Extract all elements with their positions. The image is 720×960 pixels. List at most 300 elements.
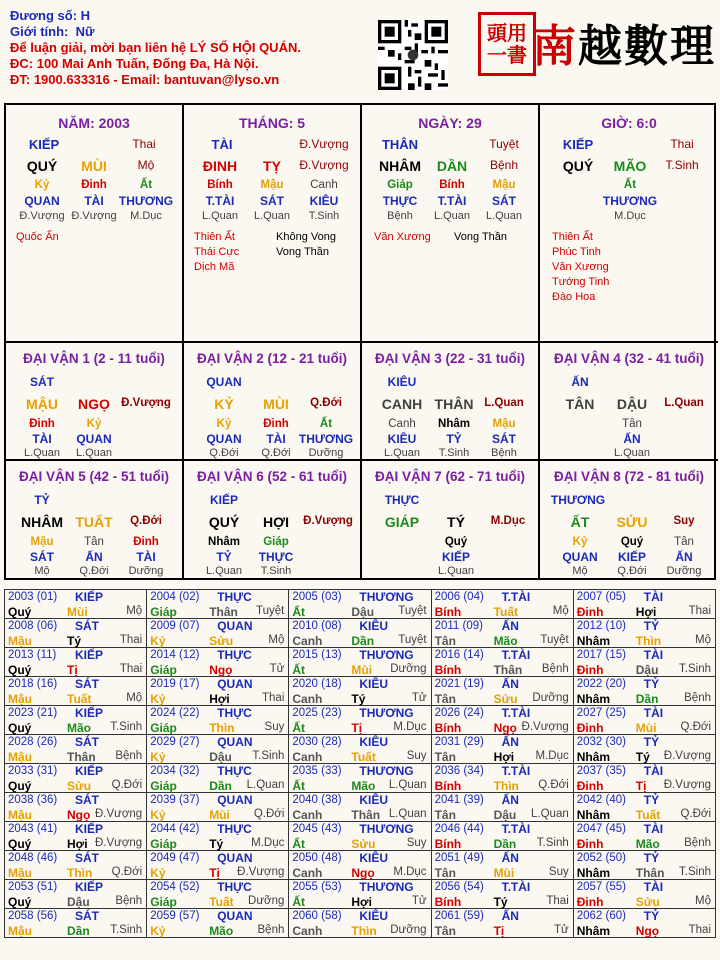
dai-van-god: TỶ [34, 493, 50, 507]
annual-god: TÀI [643, 880, 664, 894]
hidden-stem: Ất [623, 179, 637, 191]
annual-year: 2061 (59) [434, 910, 484, 922]
hidden-god: TÀI [32, 432, 52, 446]
annual-year: 2003 (01) [8, 591, 58, 603]
annual-status: Tuyệt [256, 605, 285, 617]
dai-van-can: GIÁP [384, 514, 420, 530]
hidden-stem: Đinh [263, 418, 289, 430]
annual-year: 2060 (58) [292, 910, 342, 922]
annual-chi: Sửu [67, 779, 92, 793]
annual-status: Đ.Vượng [663, 779, 711, 791]
annual-row [5, 793, 716, 822]
star: Đào Hoa [552, 291, 596, 303]
annual-cell [431, 590, 573, 619]
annual-status: M.Dục [393, 866, 427, 878]
hidden-stem: Đinh [81, 179, 107, 191]
annual-cell [289, 880, 431, 909]
annual-status: Suy [406, 750, 427, 762]
annual-chi: Tuất [635, 808, 661, 822]
hidden-god: ẤN [85, 550, 103, 564]
contact-line: Để luận giải, mời bạn liên hệ LÝ SỐ HỘI QUÁN. [10, 40, 301, 55]
annual-chi: Mùi [351, 663, 373, 677]
annual-cell [289, 706, 431, 735]
dai-van-8 [540, 461, 718, 579]
annual-god: KIÊU [359, 851, 389, 865]
annual-status: Suy [264, 721, 285, 733]
annual-cell [5, 822, 147, 851]
annual-year: 2045 (43) [292, 823, 342, 835]
hidden-stem: Ất [139, 179, 153, 191]
annual-god: ẤN [501, 851, 519, 865]
annual-status: L.Quan [246, 779, 285, 791]
star: Thiên Ất [194, 231, 235, 243]
annual-god: TỶ [643, 851, 660, 865]
annual-cell [147, 706, 289, 735]
annual-god: T.TÀI [501, 764, 531, 778]
annual-status: Q.Đới [111, 779, 143, 791]
annual-cell [573, 677, 715, 706]
annual-chi: Tị [635, 779, 647, 793]
dai-van-title: ĐẠI VẬN 5 (42 - 51 tuổi) [18, 469, 170, 484]
annual-chi: Tuất [351, 750, 376, 764]
annual-cell [5, 909, 147, 938]
annual-cell-inner [574, 880, 715, 908]
annual-cell [573, 851, 715, 880]
status: L.Quan [383, 447, 421, 459]
duong-so: Đương số: H [10, 8, 91, 23]
annual-can: Nhâm [576, 692, 611, 706]
annual-chi: Tuất [493, 605, 519, 619]
hidden-god: THỰC [258, 550, 294, 564]
annual-god: ẤN [501, 735, 519, 749]
annual-god: ẤN [501, 793, 519, 807]
annual-god: THƯƠNG [359, 822, 414, 836]
annual-can: Canh [292, 808, 323, 822]
annual-year: 2043 (41) [8, 823, 58, 835]
annual-cell-inner [5, 909, 146, 937]
annual-year: 2031 (29) [434, 736, 484, 748]
star: Văn Xương [374, 231, 431, 243]
annual-status: Bệnh [257, 924, 285, 936]
annual-cell [147, 851, 289, 880]
dai-van-title: ĐẠI VẬN 8 (72 - 81 tuổi) [553, 469, 705, 484]
dai-van-chi: THÂN [434, 396, 474, 412]
dai-van-4 [540, 343, 718, 461]
annual-chi: Thìn [67, 866, 93, 880]
annual-cell [5, 590, 147, 619]
annual-cell [573, 822, 715, 851]
star: Quốc Ấn [16, 231, 59, 243]
dai-van-god: ẤN [571, 375, 589, 389]
can: NHÂM [379, 158, 421, 174]
annual-cell-inner [147, 822, 288, 850]
annual-cell [573, 706, 715, 735]
annual-cell-inner [432, 590, 573, 618]
annual-god: SÁT [75, 851, 99, 865]
status: Bệnh [491, 447, 517, 459]
dai-van-can: NHÂM [21, 514, 63, 530]
annual-cell [289, 764, 431, 793]
annual-cell-inner [5, 764, 146, 792]
hidden-god: T.TÀI [437, 194, 467, 208]
annual-year: 2014 (12) [150, 649, 200, 661]
annual-year: 2022 (20) [576, 678, 626, 690]
annual-can: Quý [8, 663, 32, 677]
dai-van-3 [362, 343, 540, 461]
annual-chi: Mão [209, 924, 234, 938]
hidden-stem: Mậu [492, 179, 516, 191]
annual-can: Canh [292, 634, 323, 648]
annual-god: TÀI [643, 706, 664, 720]
annual-year: 2036 (34) [434, 765, 484, 777]
annual-cell [5, 735, 147, 764]
annual-status: Bệnh [115, 895, 143, 907]
annual-status: T.Sinh [252, 750, 285, 762]
annual-year: 2059 (57) [150, 910, 200, 922]
gioi-tinh-value: Nữ [75, 24, 95, 39]
annual-status: Tử [411, 895, 427, 907]
dai-van-chi: SỬU [616, 514, 648, 530]
status: Mộ [572, 565, 588, 577]
hidden-god: THỰC [382, 194, 418, 208]
annual-god: KIÊU [359, 735, 389, 749]
status: L.Quan [485, 210, 523, 222]
annual-status: Đ.Vượng [521, 721, 569, 733]
annual-chi: Hợi [635, 605, 657, 619]
dai-van-title: ĐẠI VẬN 7 (62 - 71 tuổi) [374, 469, 526, 484]
annual-god: SÁT [75, 619, 99, 633]
annual-row [5, 764, 716, 793]
hidden-stem: Giáp [263, 536, 289, 548]
annual-status: Dưỡng [390, 663, 427, 675]
annual-year: 2055 (53) [292, 881, 342, 893]
annual-year: 2054 (52) [150, 881, 200, 893]
annual-status: Đ.Vượng [94, 837, 143, 849]
annual-year: 2057 (55) [576, 881, 626, 893]
annual-year: 2015 (13) [292, 649, 342, 661]
annual-chi: Tuất [67, 692, 92, 706]
annual-year: 2029 (27) [150, 736, 200, 748]
thap-than: THÂN [381, 137, 419, 152]
dai-van-can: TÂN [565, 396, 595, 412]
annual-can: Đinh [576, 779, 604, 793]
annual-cell-inner [147, 909, 288, 937]
status: Bệnh [387, 210, 413, 222]
hidden-god: TÀI [84, 194, 104, 208]
status: Đ.Vượng [19, 210, 65, 222]
annual-god: QUAN [217, 735, 253, 749]
hidden-stem: Quý [444, 536, 468, 548]
annual-cell [147, 648, 289, 677]
status: Q.Đới [617, 565, 647, 577]
annual-chi: Tị [67, 663, 78, 677]
annual-god: TỶ [643, 793, 660, 807]
annual-year: 2040 (38) [292, 794, 342, 806]
annual-status: Mộ [268, 634, 285, 646]
annual-god: THƯƠNG [359, 648, 414, 662]
hidden-stem: Canh [388, 418, 416, 430]
annual-can: Mậu [8, 692, 32, 706]
annual-chi: Tý [351, 692, 366, 706]
annual-status: L.Quan [388, 779, 427, 791]
annual-cell [431, 880, 573, 909]
annual-year: 2053 (51) [8, 881, 58, 893]
annual-year: 2047 (45) [576, 823, 626, 835]
annual-cell [573, 909, 715, 938]
dai-van-chi: TUẤT [75, 514, 113, 530]
dai-van-chi-right: Suy [673, 515, 695, 527]
annual-cell [147, 590, 289, 619]
annual-god: THỰC [217, 880, 252, 894]
annual-cell [147, 677, 289, 706]
annual-year: 2009 (07) [150, 620, 200, 632]
annual-status: Suy [548, 866, 569, 878]
hidden-god: T.TÀI [205, 194, 235, 208]
annual-can: Mậu [8, 924, 32, 938]
annual-cell-inner [5, 648, 146, 676]
annual-chi: Mùi [67, 605, 88, 619]
status: L.Quan [205, 565, 243, 577]
annual-chi: Dần [493, 837, 517, 851]
annual-status: Q.Đới [253, 808, 285, 820]
gioi-tinh-label: Giới tính: [10, 24, 69, 39]
annual-god: ẤN [501, 619, 519, 633]
annual-god: KIÊU [359, 677, 389, 691]
annual-cell-inner [147, 648, 288, 676]
annual-chi: Ngọ [351, 866, 375, 880]
annual-row [5, 909, 716, 938]
hidden-stem: Nhâm [438, 418, 470, 430]
qr-code-icon [378, 20, 448, 90]
annual-can: Giáp [150, 721, 177, 735]
annual-status: Thai [546, 895, 569, 907]
annual-god: QUAN [217, 619, 253, 633]
annual-chi: Sửu [493, 692, 518, 706]
annual-year: 2017 (15) [576, 649, 626, 661]
status: M.Dục [130, 210, 162, 222]
annual-cell [573, 880, 715, 909]
star: Thái Cực [194, 246, 240, 258]
annual-year: 2005 (03) [292, 591, 342, 603]
hidden-god: ẤN [623, 432, 641, 446]
annual-can: Giáp [150, 895, 177, 909]
annual-cell [289, 909, 431, 938]
annual-can: Tân [434, 750, 456, 764]
annual-can: Mậu [8, 808, 32, 822]
thap-than-right: Thai [132, 137, 156, 151]
annual-god: KIẾP [75, 590, 104, 604]
annual-cell [573, 735, 715, 764]
annual-year: 2032 (30) [576, 736, 626, 748]
annual-year: 2011 (09) [434, 620, 483, 632]
annual-cell-inner [574, 590, 715, 618]
annual-cell [147, 735, 289, 764]
annual-year: 2046 (44) [434, 823, 484, 835]
annual-status: Tuyệt [398, 605, 427, 617]
annual-chi: Thìn [635, 634, 662, 648]
dai-van-title: ĐẠI VẬN 6 (52 - 61 tuổi) [196, 469, 348, 484]
annual-god: TỶ [643, 909, 660, 923]
annual-row [5, 822, 716, 851]
annual-chi: Tị [493, 924, 505, 938]
star: Vong Thần [454, 231, 508, 243]
hidden-god: TỶ [216, 550, 232, 564]
brand-logo: 南越數理 [532, 21, 716, 72]
annual-chi: Hợi [493, 750, 515, 764]
annual-cell [5, 793, 147, 822]
annual-chi: Sửu [209, 634, 234, 648]
hidden-stem: Ất [319, 418, 333, 430]
annual-status: Thai [688, 605, 711, 617]
annual-cell-inner [432, 822, 573, 850]
annual-cell-inner [289, 880, 430, 908]
annual-cell-inner [147, 793, 288, 821]
annual-cell [5, 648, 147, 677]
status: Q.Đới [209, 447, 239, 459]
annual-cell-inner [147, 735, 288, 763]
dai-van-chi: NGỌ [78, 396, 110, 412]
annual-chi: Mão [67, 721, 91, 735]
annual-can: Giáp [150, 605, 177, 619]
hidden-stem: Tân [84, 536, 104, 548]
status: L.Quan [23, 447, 61, 459]
annual-cell-inner [289, 822, 430, 850]
can: QUÝ [26, 158, 58, 174]
annual-cell [289, 677, 431, 706]
annual-cell-inner [574, 706, 715, 734]
hidden-stem: Tân [674, 536, 694, 548]
annual-status: Dưỡng [248, 895, 285, 907]
annual-cell-inner [289, 677, 430, 705]
annual-year: 2062 (60) [576, 910, 626, 922]
annual-chi: Mùi [635, 721, 657, 735]
annual-chi: Mão [635, 837, 660, 851]
annual-year: 2006 (04) [434, 591, 484, 603]
annual-cell-inner [147, 590, 288, 618]
annual-year: 2026 (24) [434, 707, 484, 719]
annual-cell-inner [289, 706, 430, 734]
hidden-stem: Bính [207, 179, 233, 191]
status: L.Quan [201, 210, 239, 222]
annual-year: 2024 (22) [150, 707, 200, 719]
hidden-god: THƯƠNG [298, 432, 354, 446]
annual-cell [5, 851, 147, 880]
annual-status: Mộ [126, 605, 143, 617]
status: T.Sinh [308, 210, 340, 222]
dai-van-chi-right: M.Dục [490, 515, 526, 527]
dai-van-6 [184, 461, 362, 579]
annual-cell-inner [5, 880, 146, 908]
hidden-stem: Giáp [387, 179, 413, 191]
annual-status: L.Quan [531, 808, 569, 820]
annual-chi: Dần [209, 779, 232, 793]
annual-cell-inner [574, 735, 715, 763]
annual-god: TỶ [643, 619, 660, 633]
dai-van-7 [362, 461, 540, 579]
annual-year: 2004 (02) [150, 591, 200, 603]
hidden-stem: Kỷ [34, 179, 50, 191]
annual-can: Bính [434, 779, 462, 793]
annual-status: Tử [269, 663, 285, 675]
annual-status: Đ.Vượng [663, 750, 711, 762]
star: Tướng Tinh [552, 276, 610, 288]
annual-year: 2021 (19) [434, 678, 484, 690]
annual-cell [147, 880, 289, 909]
thap-than-right: Đ.Vượng [299, 137, 349, 151]
annual-status: Mộ [695, 634, 711, 646]
annual-god: KIẾP [75, 822, 104, 836]
annual-chi: Dậu [67, 895, 90, 909]
annual-status: Bệnh [684, 837, 711, 849]
phone-email-line: ĐT: 1900.633316 - Email: bantuvan@lyso.vn [10, 72, 280, 87]
annual-chi: Thân [351, 808, 381, 822]
annual-cell-inner [432, 619, 573, 647]
annual-god: THỰC [217, 648, 252, 662]
annual-can: Mậu [8, 634, 32, 648]
annual-status: T.Sinh [679, 663, 711, 675]
hidden-god: SÁT [492, 432, 516, 446]
annual-chi: Tị [209, 866, 220, 880]
dai-van-chi-right: Q.Đới [310, 397, 342, 409]
annual-god: KIÊU [359, 909, 389, 923]
annual-god: THỰC [217, 764, 252, 778]
dai-van-can: KỶ [214, 396, 234, 412]
annual-god: SÁT [75, 735, 99, 749]
annual-god: TÀI [643, 822, 664, 836]
status: L.Quan [433, 210, 471, 222]
chi-right: T.Sinh [665, 158, 699, 172]
annual-can: Nhâm [576, 750, 611, 764]
annual-year: 2051 (49) [434, 852, 484, 864]
status: L.Quan [75, 447, 113, 459]
annual-can: Kỷ [150, 692, 166, 706]
annual-can: Canh [292, 750, 323, 764]
annual-god: THỰC [217, 822, 252, 836]
annual-chi: Ngọ [493, 721, 517, 735]
hidden-god: QUAN [206, 432, 242, 446]
annual-year: 2010 (08) [292, 620, 342, 632]
annual-status: Dưỡng [532, 692, 569, 704]
annual-chi: Dậu [351, 605, 375, 619]
dai-van-chi: TÝ [447, 514, 465, 530]
annual-cell [5, 677, 147, 706]
annual-can: Nhâm [576, 866, 611, 880]
dai-van-title: ĐẠI VẬN 2 (12 - 21 tuổi) [196, 351, 348, 366]
hidden-god: KIẾP [441, 550, 471, 564]
pillar-month [184, 105, 362, 343]
status: Dưỡng [128, 565, 164, 577]
annual-status: T.Sinh [536, 837, 569, 849]
annual-year: 2016 (14) [434, 649, 484, 661]
dai-van-chi-right: Đ.Vượng [121, 397, 171, 409]
annual-god: T.TÀI [501, 648, 531, 662]
annual-status: Tuyệt [398, 634, 427, 646]
annual-year: 2041 (39) [434, 794, 484, 806]
annual-god: THƯƠNG [359, 880, 414, 894]
dai-van-title: ĐẠI VẬN 3 (22 - 31 tuổi) [374, 351, 526, 366]
annual-year: 2008 (06) [8, 620, 58, 632]
annual-can: Tân [434, 634, 456, 648]
annual-god: ẤN [501, 677, 519, 691]
annual-status: L.Quan [388, 808, 427, 820]
annual-cell [147, 909, 289, 938]
annual-can: Quý [8, 895, 32, 909]
annual-cell [289, 619, 431, 648]
annual-cell-inner [147, 880, 288, 908]
hidden-stem: Quý [620, 536, 644, 548]
annual-status: Mộ [695, 895, 711, 907]
star: Văn Xương [552, 261, 609, 273]
